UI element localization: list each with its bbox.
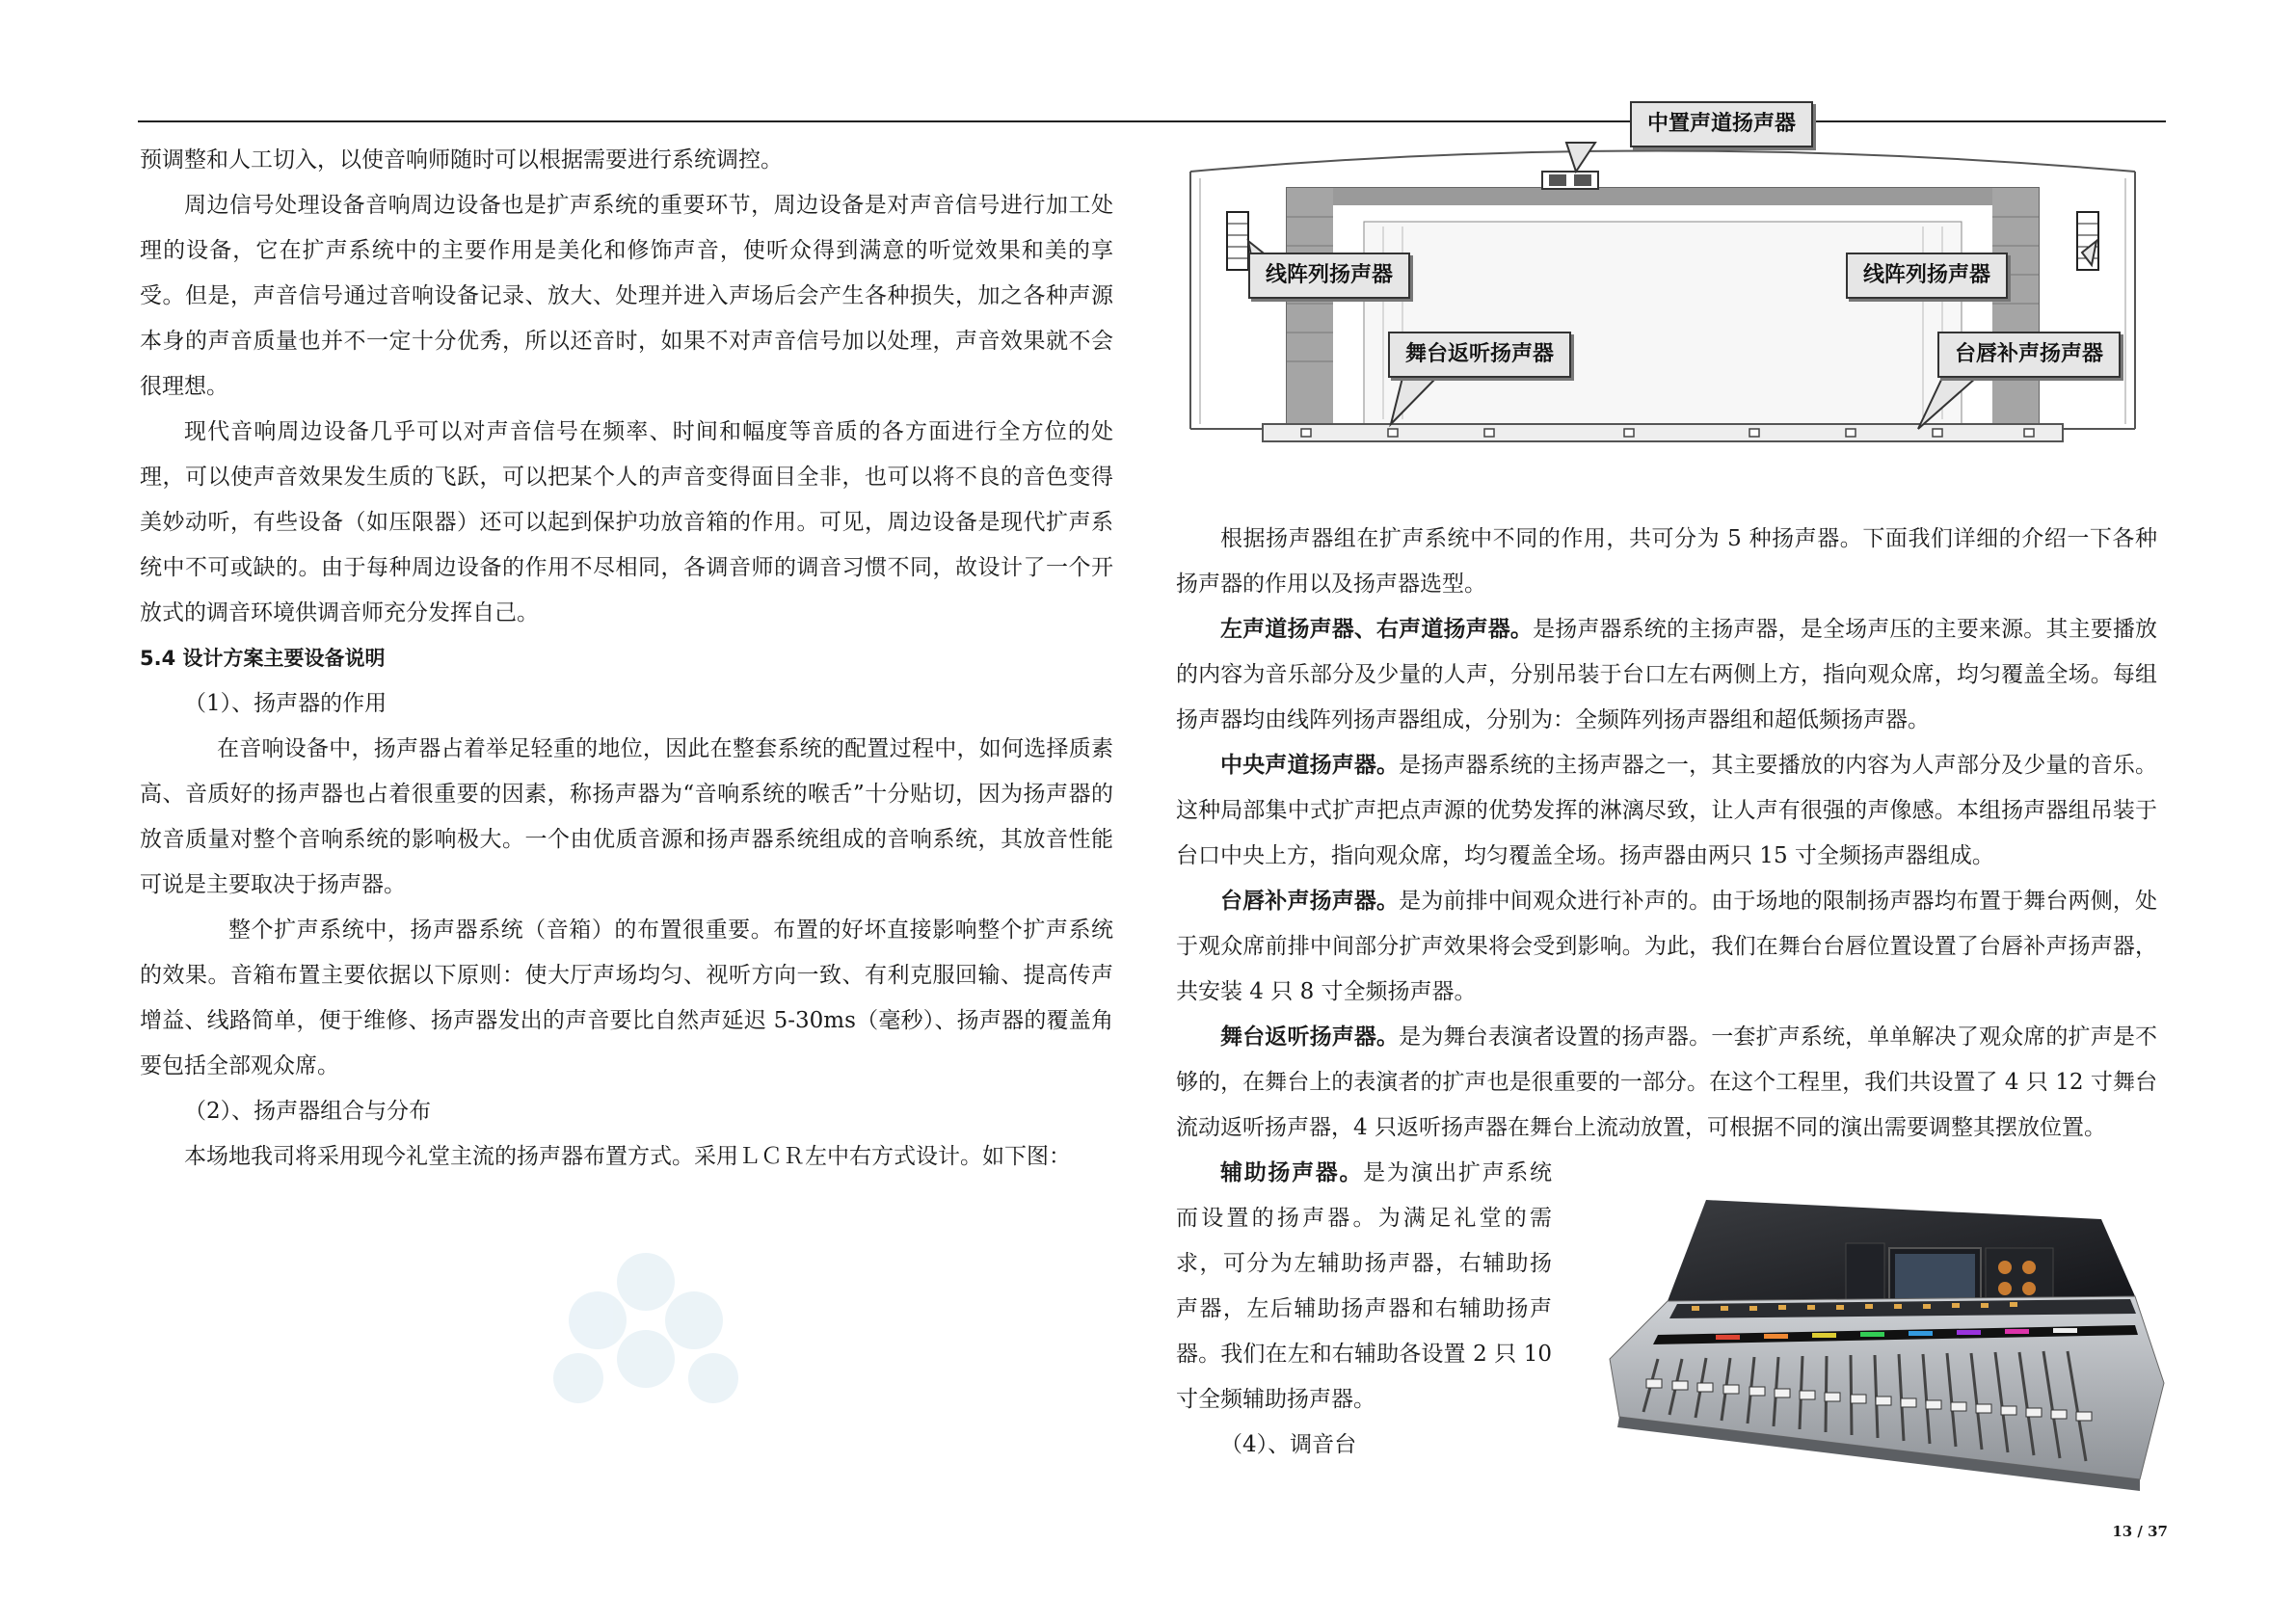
paragraph-intro: 根据扬声器组在扩声系统中不同的作用，共可分为 5 种扬声器。下面我们详细的介绍一下各种扬声器的作用以及扬声器选型。 [1176,526,2157,597]
mixing-console-image [1600,1190,2169,1499]
left-column [140,138,1113,1180]
lead-lr-speakers: 左声道扬声器、右声道扬声器。 [1220,617,1534,642]
paragraph-4: 在音响设备中，扬声器占着举足轻重的地位，因此在整套系统的配置过程中，如何选择质素高、音质好的扬声器也占着很重要的因素，称扬声器为“音响系统的喉舌”十分贴切，因为扬声器的放音质量对整个音响系统的影响极大。一个由优质音源和扬声器系统组成的音响系统，其放音性能可说是主要取决于扬声器。 [140,736,1113,897]
paragraph-center-speaker [1176,743,2157,879]
lead-center-speaker: 中央声道扬声器。 [1220,753,1400,778]
text-center-speaker: 是扬声器系统的主扬声器之一，其主要播放的内容为人声部分及少量的音乐。这种局部集中式扩声把点声源的优势发挥的淋漓尽致，让人声有很强的声像感。本组扬声器组吊装于台口中央上方，指向观众席，均匀覆盖全场。扬声器由两只 15 寸全频扬声器组成。 [1176,753,2158,868]
paragraph-lr-speakers [1176,607,2157,743]
paragraph-front-fill [1176,879,2157,1015]
lead-front-fill: 台唇补声扬声器。 [1220,889,1400,914]
paragraph-5: 整个扩声系统中，扬声器系统（音箱）的布置很重要。布置的好坏直接影响整个扩声系统的效果。音箱布置主要依据以下原则：使大厅声场均匀、视听方向一致、有利克服回输、提高传声增益、线路简单，便于维修、扬声器发出的声音要比自然声延迟 5-30ms（毫秒）、扬声器的覆盖角要包括全部观众席。 [140,918,1113,1078]
lead-aux-speaker: 辅助扬声器。 [1220,1160,1364,1185]
subheading-1: （1）、扬声器的作用 [184,691,387,716]
text-aux-speaker: 是为演出扩声系统而设置的扬声器。为满足礼堂的需求，可分为左辅助扬声器，右辅助扬声器，左后辅助扬声器和右辅助扬声器。我们在左和右辅助各设置 2 只 10 寸全频辅助扬声器。 [1176,1160,1553,1412]
mixing-console-drawing [1600,1190,2169,1499]
paragraph-aux-speaker [1176,1151,1552,1423]
callout-front-fill: 台唇补声扬声器 [1937,332,2121,378]
callout-stage-monitor: 舞台返听扬声器 [1388,332,1571,378]
paragraph-6: 本场地我司将采用现今礼堂主流的扬声器布置方式。采用ＬＣＲ左中右方式设计。如下图： [184,1144,1071,1169]
text-stage-monitor: 是为舞台表演者设置的扬声器。一套扩声系统，单单解决了观众席的扩声是不够的，在舞台上的表演者的扩声也是很重要的一部分。在这个工程里，我们共设置了 4 只 12 寸舞台流动返听扬声器，4 只返听扬声器在舞台上流动放置，可根据不同的演出需要调整其摆放位置。 [1176,1024,2158,1140]
subheading-4: （4）、调音台 [1220,1432,1357,1457]
callout-line-array-left: 线阵列扬声器 [1248,253,1410,299]
stage-speaker-diagram [1171,96,2169,472]
section-heading: 5.4 设计方案主要设备说明 [140,647,386,670]
paragraph-stage-monitor [1176,1015,2157,1151]
text-lr-speakers: 是扬声器系统的主扬声器，是全场声压的主要来源。其主要播放的内容为音乐部分及少量的人声，分别吊装于台口左右两侧上方，指向观众席，均匀覆盖全场。每组扬声器均由线阵列扬声器组成，分别为：全频阵列扬声器组和超低频扬声器。 [1176,617,2158,732]
paragraph-1: 预调整和人工切入，以使音响师随时可以根据需要进行系统调控。 [140,147,783,173]
subheading-2: （2）、扬声器组合与分布 [184,1099,432,1124]
lead-stage-monitor: 舞台返听扬声器。 [1220,1024,1400,1050]
callout-line-array-right: 线阵列扬声器 [1846,253,2008,299]
paragraph-3: 现代音响周边设备几乎可以对声音信号在频率、时间和幅度等音质的各方面进行全方位的处理，可以使声音效果发生质的飞跃，可以把某个人的声音变得面目全非，也可以将不良的音色变得美妙动听，有些设备（如压限器）还可以起到保护功放音箱的作用。可见，周边设备是现代扩声系统中不可或缺的。由于每种周边设备的作用不尽相同，各调音师的调音习惯不同，故设计了一个开放式的调音环境供调音师充分发挥自己。 [140,419,1113,625]
callout-center-speaker: 中置声道扬声器 [1630,101,1813,147]
page-number: 13 / 37 [2112,1523,2168,1540]
paragraph-2: 周边信号处理设备音响周边设备也是扩声系统的重要环节，周边设备是对声音信号进行加工处理的设备，它在扩声系统中的主要作用是美化和修饰声音，使听众得到满意的听觉效果和美的享受。但是，声音信号通过音响设备记录、放大、处理并进入声场后会产生各种损失，加之各种声源本身的声音质量也并不一定十分优秀，所以还音时，如果不对声音信号加以处理，声音效果就不会很理想。 [140,193,1113,399]
text-front-fill: 是为前排中间观众进行补声的。由于场地的限制扬声器均布置于舞台两侧，处于观众席前排中间部分扩声效果将会受到影响。为此，我们在舞台台唇位置设置了台唇补声扬声器，共安装 4 只 8 寸全频扬声器。 [1176,889,2158,1004]
